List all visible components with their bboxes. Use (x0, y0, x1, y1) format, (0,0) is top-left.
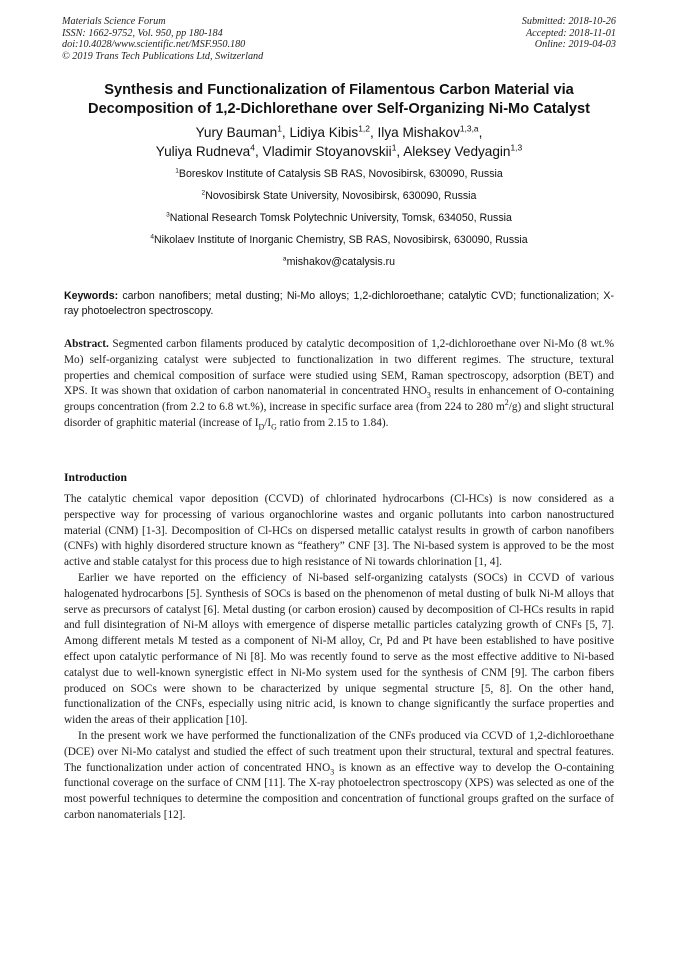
submitted-date: Submitted: 2018-10-26 (521, 16, 616, 27)
author-affiliation-mark: 1 (277, 123, 282, 134)
superscript: 2 (504, 398, 509, 408)
subscript: G (271, 422, 277, 432)
journal-issn: ISSN: 1662-9752, Vol. 950, pp 180-184 (62, 27, 223, 39)
abstract-label: Abstract. (64, 338, 109, 350)
author-affiliation-mark: 4 (250, 141, 255, 152)
keywords-label: Keywords: (64, 290, 119, 302)
subscript: D (258, 422, 265, 432)
journal-copyright: © 2019 Trans Tech Publications Ltd, Switzerland (62, 50, 264, 62)
corresponding-email (40, 256, 638, 269)
paper-title (40, 81, 638, 119)
author-name: Ilya Mishakov (377, 125, 460, 140)
affiliation-text: Nikolaev Institute of Inorganic Chemistry, SB RAS, Novosibirsk, 630090, Russia (153, 234, 528, 246)
journal-name: Materials Science Forum (62, 16, 166, 27)
intro-paragraph-1: The catalytic chemical vapor deposition (CCVD) of chlorinated hydrocarbons (Cl-HCs) is now considered as a perspective way for processing of various organochlorine wastes and organic pollutants into carbon nanostructured material (CNM) [1-3]. Decomposition of Cl-HCs on dispersed metallic catalyst results in growth of carbon nanofibers (CNFs) with highly disordered structure known as “feathery” CNF [3]. The Ni-based system is approved to be the most active and stable catalyst for this process due to high resistance of Ni towards chlorination [1, 4]. (64, 493, 614, 569)
introduction-heading: Introduction (64, 471, 127, 484)
author-name: Lidiya Kibis (289, 125, 359, 140)
affiliation-mark: 3 (166, 211, 170, 219)
journal-doi: doi:10.4028/www.scientific.net/MSF.950.180 (62, 39, 246, 51)
affiliation-3 (40, 212, 638, 225)
abstract-paragraph (64, 337, 614, 432)
abstract-text: /I (264, 416, 272, 429)
author-name: Yury Bauman (195, 125, 278, 140)
intro-text: is known as an effective way to develop the O-containing functional coverage on the surface of CNM [11]. The X-ray photoelectron spectroscopy (XPS) was selected as one of the most powerful techniques to determine the composition and concentration of functional groups grafted on the surface of carbon nanomaterials [12]. (64, 761, 614, 821)
submission-dates (522, 16, 616, 51)
intro-paragraph-3 (64, 729, 614, 824)
author-name: Yuliya Rudneva (155, 143, 251, 159)
keywords-text: carbon nanofibers; metal dusting; Ni-Mo alloys; 1,2-dichloroethane; catalytic CVD; functionalization; X-ray photoelectron spectroscopy. (64, 290, 614, 317)
affiliation-mark: 2 (201, 189, 206, 197)
affiliation-1 (40, 168, 638, 181)
affiliation-mark: a (282, 255, 287, 263)
author-affiliation-mark: 1,3,a (459, 123, 479, 134)
affiliation-text: National Research Tomsk Polytechnic University, Tomsk, 634050, Russia (169, 212, 512, 224)
introduction-body (64, 492, 614, 824)
email-text: mishakov@catalysis.ru (286, 256, 396, 268)
abstract-text: /g) and slight structural disorder of graphitic material (increase of I (64, 401, 614, 429)
abstract-text: Segmented carbon filaments produced by catalytic decomposition of 1,2-dichloroethane over Ni-Mo (8 wt.% Mo) self-organizing catalyst were subjected to functionalization in two different regimes. The structure, textural properties and chemical composition of surface were studied using SEM, Raman spectroscopy, adsorption (BET) and XPS. It was shown that oxidation of carbon nanomaterial in concentrated HNO (64, 338, 614, 398)
online-date: Online: 2019-04-03 (534, 39, 616, 51)
keywords (64, 289, 614, 318)
author-affiliation-mark: 1 (391, 141, 397, 152)
intro-text: In the present work we have performed the functionalization of the CNFs produced via CCVD of 1,2-dichloroethane (DCE) over Ni-Mo catalyst and studied the effect of such treatment upon their structural, textural and spectral features. The functionalization under action of concentrated HNO (64, 729, 614, 774)
author-line-1: Yury Bauman$^1$, Lidiya Kibis$^{1,2}$, Ilya Mishakov$^{1,3,a}$, (195, 123, 483, 140)
abstract (64, 337, 614, 432)
affiliation-mark: 1 (175, 167, 179, 175)
affiliation-text: Boreskov Institute of Catalysis SB RAS, Novosibirsk, 630090, Russia (178, 168, 503, 180)
affiliation-text: Novosibirsk State University, Novosibirsk, 630090, Russia (205, 190, 477, 202)
journal-info (62, 16, 263, 62)
author-affiliation-mark: 1,3 (510, 141, 523, 152)
author-line-2: Yuliya Rudneva$^4$, Vladimir Stoyanovskii$^1$, Aleksey Vedyagin$^{1,3}$ (155, 141, 523, 159)
author-list (40, 124, 638, 161)
affiliation-mark: 4 (150, 233, 154, 241)
abstract-text: ratio from 2.15 to 1.84). (276, 416, 389, 429)
subscript: 3 (330, 766, 335, 776)
author-name: Aleksey Vedyagin (403, 143, 511, 159)
title-line-2: Decomposition of 1,2-Dichlorethane over Self-Organizing Ni-Mo Catalyst (88, 101, 590, 117)
intro-paragraph-2: Earlier we have reported on the efficiency of Ni-based self-organizing catalysts (SOCs) in CCVD of various halogenated hydrocarbons [5]. Synthesis of SOCs is based on the phenomenon of metal dusting of bulk Ni-M alloys that serve as precursors of catalyst [6]. Metal dusting (or carbon erosion) caused by decomposition of Cl-HCs results in rapid and full disintegration of Ni-M alloys with emergence of disperse metallic particles catalyzing growth of CNFs [5, 7]. Among different metals M tested as a component of Ni-M alloy, Cr, Pd and Pt have been established to have positive effect upon catalytic performance of Ni [8]. Mo was recently found to serve as the most effective additive to Ni-based catalyst due to well-known synergistic effect in Ni-Mo system used for the synthesis of CNM [9]. The carbon fibers produced on SOCs were shown to be characterized by unique segmental structure [5, 8]. On the other hand, functionalization of the CNFs, especially using nitric acid, is known to change significantly the surface properties and widen the areas of their application [10]. (64, 571, 614, 727)
abstract-text: results in enhancement of O-containing groups concentration (from 2.2 to 6.8 wt.%), increase in specific surface area (from 224 to 280 m (64, 385, 614, 414)
author-name: Vladimir Stoyanovskii (262, 143, 392, 159)
author-affiliation-mark: 1,2 (358, 123, 370, 134)
title-line-1: Synthesis and Functionalization of Filamentous Carbon Material via (104, 82, 574, 98)
affiliation-2 (40, 190, 638, 203)
subscript: 3 (426, 390, 431, 400)
affiliation-4 (40, 234, 638, 247)
accepted-date: Accepted: 2018-11-01 (525, 27, 616, 39)
